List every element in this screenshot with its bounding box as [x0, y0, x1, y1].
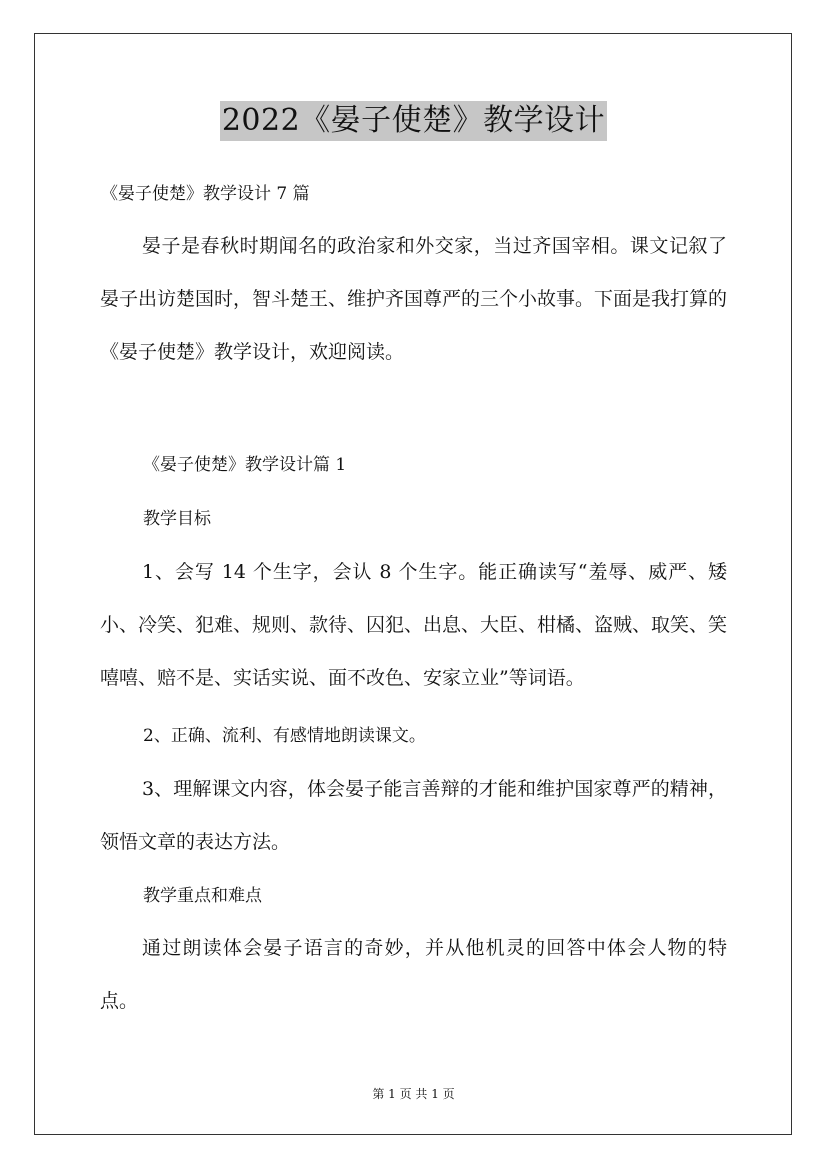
key-points-heading: 教学重点和难点 — [143, 886, 262, 906]
goals-heading: 教学目标 — [143, 509, 211, 529]
goal-item-3: 3、理解课文内容，体会晏子能言善辩的才能和维护国家尊严的精神，领悟文章的表达方法。 — [100, 778, 727, 853]
section-heading: 《晏子使楚》教学设计篇 1 — [143, 455, 347, 475]
intro-paragraph: 晏子是春秋时期闻名的政治家和外交家，当过齐国宰相。课文记叙了晏子出访楚国时，智斗楚王、维护齐国尊严的三个小故事。下面是我打算的《晏子使楚》教学设计，欢迎阅读。 — [100, 235, 728, 363]
goal-item-1: 1、会写 14 个生字，会认 8 个生字。能正确读写“羞辱、威严、矮小、冷笑、犯难、规则、款待、囚犯、出息、大臣、柑橘、盗贼、取笑、笑嘻嘻、赔不是、实话实说、面不改色、安家立业”等词语。 — [100, 561, 728, 689]
goal-item-2: 2、正确、流利、有感情地朗读课文。 — [143, 726, 426, 746]
document-subtitle: 《晏子使楚》教学设计 7 篇 — [101, 184, 310, 204]
key-points-paragraph: 通过朗读体会晏子语言的奇妙，并从他机灵的回答中体会人物的特点。 — [100, 937, 727, 1012]
page-number: 第 1 页 共 1 页 — [372, 1087, 455, 1101]
document-title-wrapper — [0, 101, 827, 141]
document-title: 2022《晏子使楚》教学设计 — [220, 101, 607, 141]
